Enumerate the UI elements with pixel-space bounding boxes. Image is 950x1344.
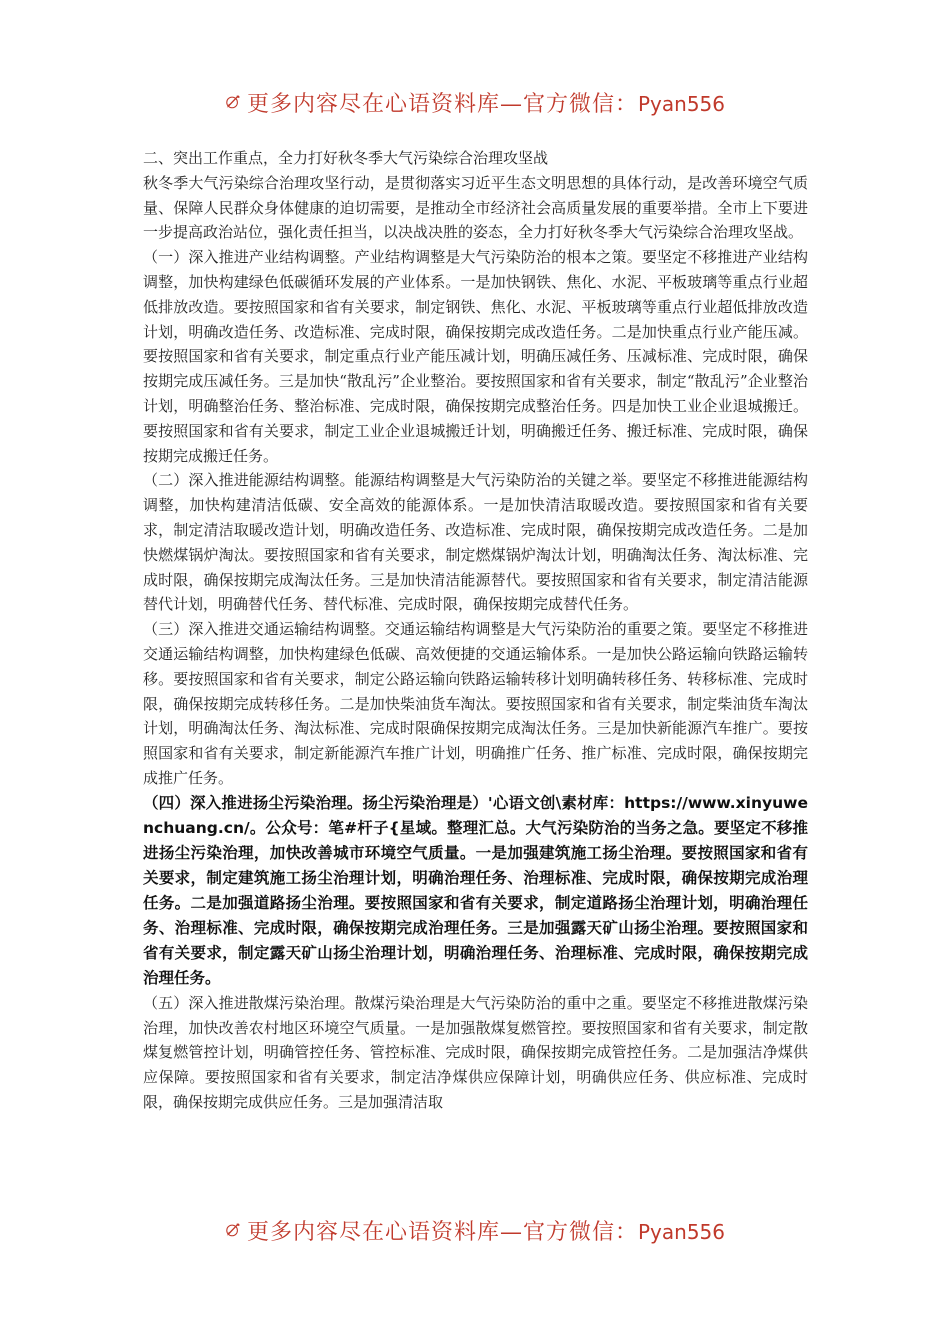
- paragraph-transport: （三）深入推进交通运输结构调整。交通运输结构调整是大气污染防治的重要之策。要坚定不移推进交通运输结构调整，加快构建绿色低碳、高效便捷的交通运输体系。一是加快公路运输向铁路运输转移。要按照国家和省有关要求，制定公路运输向铁路运输转移计划明确转移任务、转移标准、完成时限，确保按期完成转移任务。二是加快柴油货车淘汰。要按照国家和省有关要求，制定柴油货车淘汰计划，明确淘汰任务、淘汰标准、完成时限确保按期完成淘汰任务。三是加快新能源汽车推广。要按照国家和省有关要求，制定新能源汽车推广计划，明确推广任务、推广标准、完成时限，确保按期完成推广任务。: [143, 620, 808, 787]
- banner-slogan: 更多内容尽在心语资料库—官方微信：: [246, 1219, 638, 1245]
- paragraph-dust: （四）深入推进扬尘污染治理。扬尘污染治理是）'心语文创\素材库：https://www.xinyuwenchuang.cn/。公众号：笔#杆子{星域。整理汇总。大气污染防治的当务之急。要坚定不移推进扬尘污染治理，加快改善城市环境空气质量。一是加强建筑施工扬尘治理。要按照国家和省有关要求，制定建筑施工扬尘治理计划，明确治理任务、治理标准、完成时限，确保按期完成治理任务。二是加强道路扬尘治理。要按照国家和省有关要求，制定道路扬尘治理计划，明确治理任务、治理标准、完成时限，确保按期完成治理任务。三是加强露天矿山扬尘治理。要按照国家和省有关要求，制定露天矿山扬尘治理计划，明确治理任务、治理标准、完成时限，确保按期完成治理任务。: [143, 793, 808, 987]
- header-banner: [225, 82, 725, 122]
- paragraph-industry: （一）深入推进产业结构调整。产业结构调整是大气污染防治的根本之策。要坚定不移推进产业结构调整，加快构建绿色低碳循环发展的产业体系。一是加快钢铁、焦化、水泥、平板玻璃等重点行业超低排放改造。要按照国家和省有关要求，制定钢铁、焦化、水泥、平板玻璃等重点行业超低排放改造计划，明确改造任务、改造标准、完成时限，确保按期完成改造任务。二是加快重点行业产能压减。要按照国家和省有关要求，制定重点行业产能压减计划，明确压减任务、压减标准、完成时限，确保按期完成压减任务。三是加快“散乱污”企业整治。要按照国家和省有关要求，制定“散乱污”企业整治计划，明确整治任务、整治标准、完成时限，确保按期完成整治任务。四是加快工业企业退城搬迁。要按照国家和省有关要求，制定工业企业退城搬迁计划，明确搬迁任务、搬迁标准、完成时限，确保按期完成搬迁任务。: [143, 248, 808, 465]
- banner-text: [247, 87, 725, 118]
- wechat-id: Pyan556: [637, 91, 725, 116]
- paragraph-coal: （五）深入推进散煤污染治理。散煤污染治理是大气污染防治的重中之重。要坚定不移推进散煤污染治理，加快改善农村地区环境空气质量。一是加强散煤复燃管控。要按照国家和省有关要求，制定散煤复燃管控计划，明确管控任务、管控标准、完成时限，确保按期完成管控任务。二是加强洁净煤供应保障。要按照国家和省有关要求，制定洁净煤供应保障计划，明确供应任务、供应标准、完成时限，确保按期完成供应任务。三是加强清洁取: [143, 993, 808, 1111]
- intro-paragraph: 秋冬季大气污染综合治理攻坚行动，是贯彻落实习近平生态文明思想的具体行动，是改善环境空气质量、保障人民群众身体健康的迫切需要，是推动全市经济社会高质量发展的重要举措。全市上下要进一步提高政治站位，强化责任担当，以决战决胜的姿态，全力打好秋冬季大气污染综合治理攻坚战。: [143, 173, 808, 242]
- banner-slogan: 更多内容尽在心语资料库—官方微信：: [246, 91, 638, 117]
- section-heading: 二、突出工作重点，全力打好秋冬季大气污染综合治理攻坚战: [143, 149, 549, 167]
- wechat-id: Pyan556: [637, 1219, 725, 1244]
- banner-text: [247, 1215, 725, 1246]
- paragraph-energy: （二）深入推进能源结构调整。能源结构调整是大气污染防治的关键之举。要坚定不移推进能源结构调整，加快构建清洁低碳、安全高效的能源体系。一是加快清洁取暖改造。要按照国家和省有关要求，制定清洁取暖改造计划，明确改造任务、改造标准、完成时限，确保按期完成改造任务。二是加快燃煤锅炉淘汰。要按照国家和省有关要求，制定燃煤锅炉淘汰计划，明确淘汰任务、淘汰标准、完成时限，确保按期完成淘汰任务。三是加快清洁能源替代。要按照国家和省有关要求，制定清洁能源替代计划，明确替代任务、替代标准、完成时限，确保按期完成替代任务。: [143, 471, 808, 614]
- brush-logo-icon: [225, 84, 241, 120]
- brush-logo-icon: [225, 1212, 241, 1248]
- footer-banner: [225, 1210, 725, 1250]
- document-body: [143, 146, 808, 1115]
